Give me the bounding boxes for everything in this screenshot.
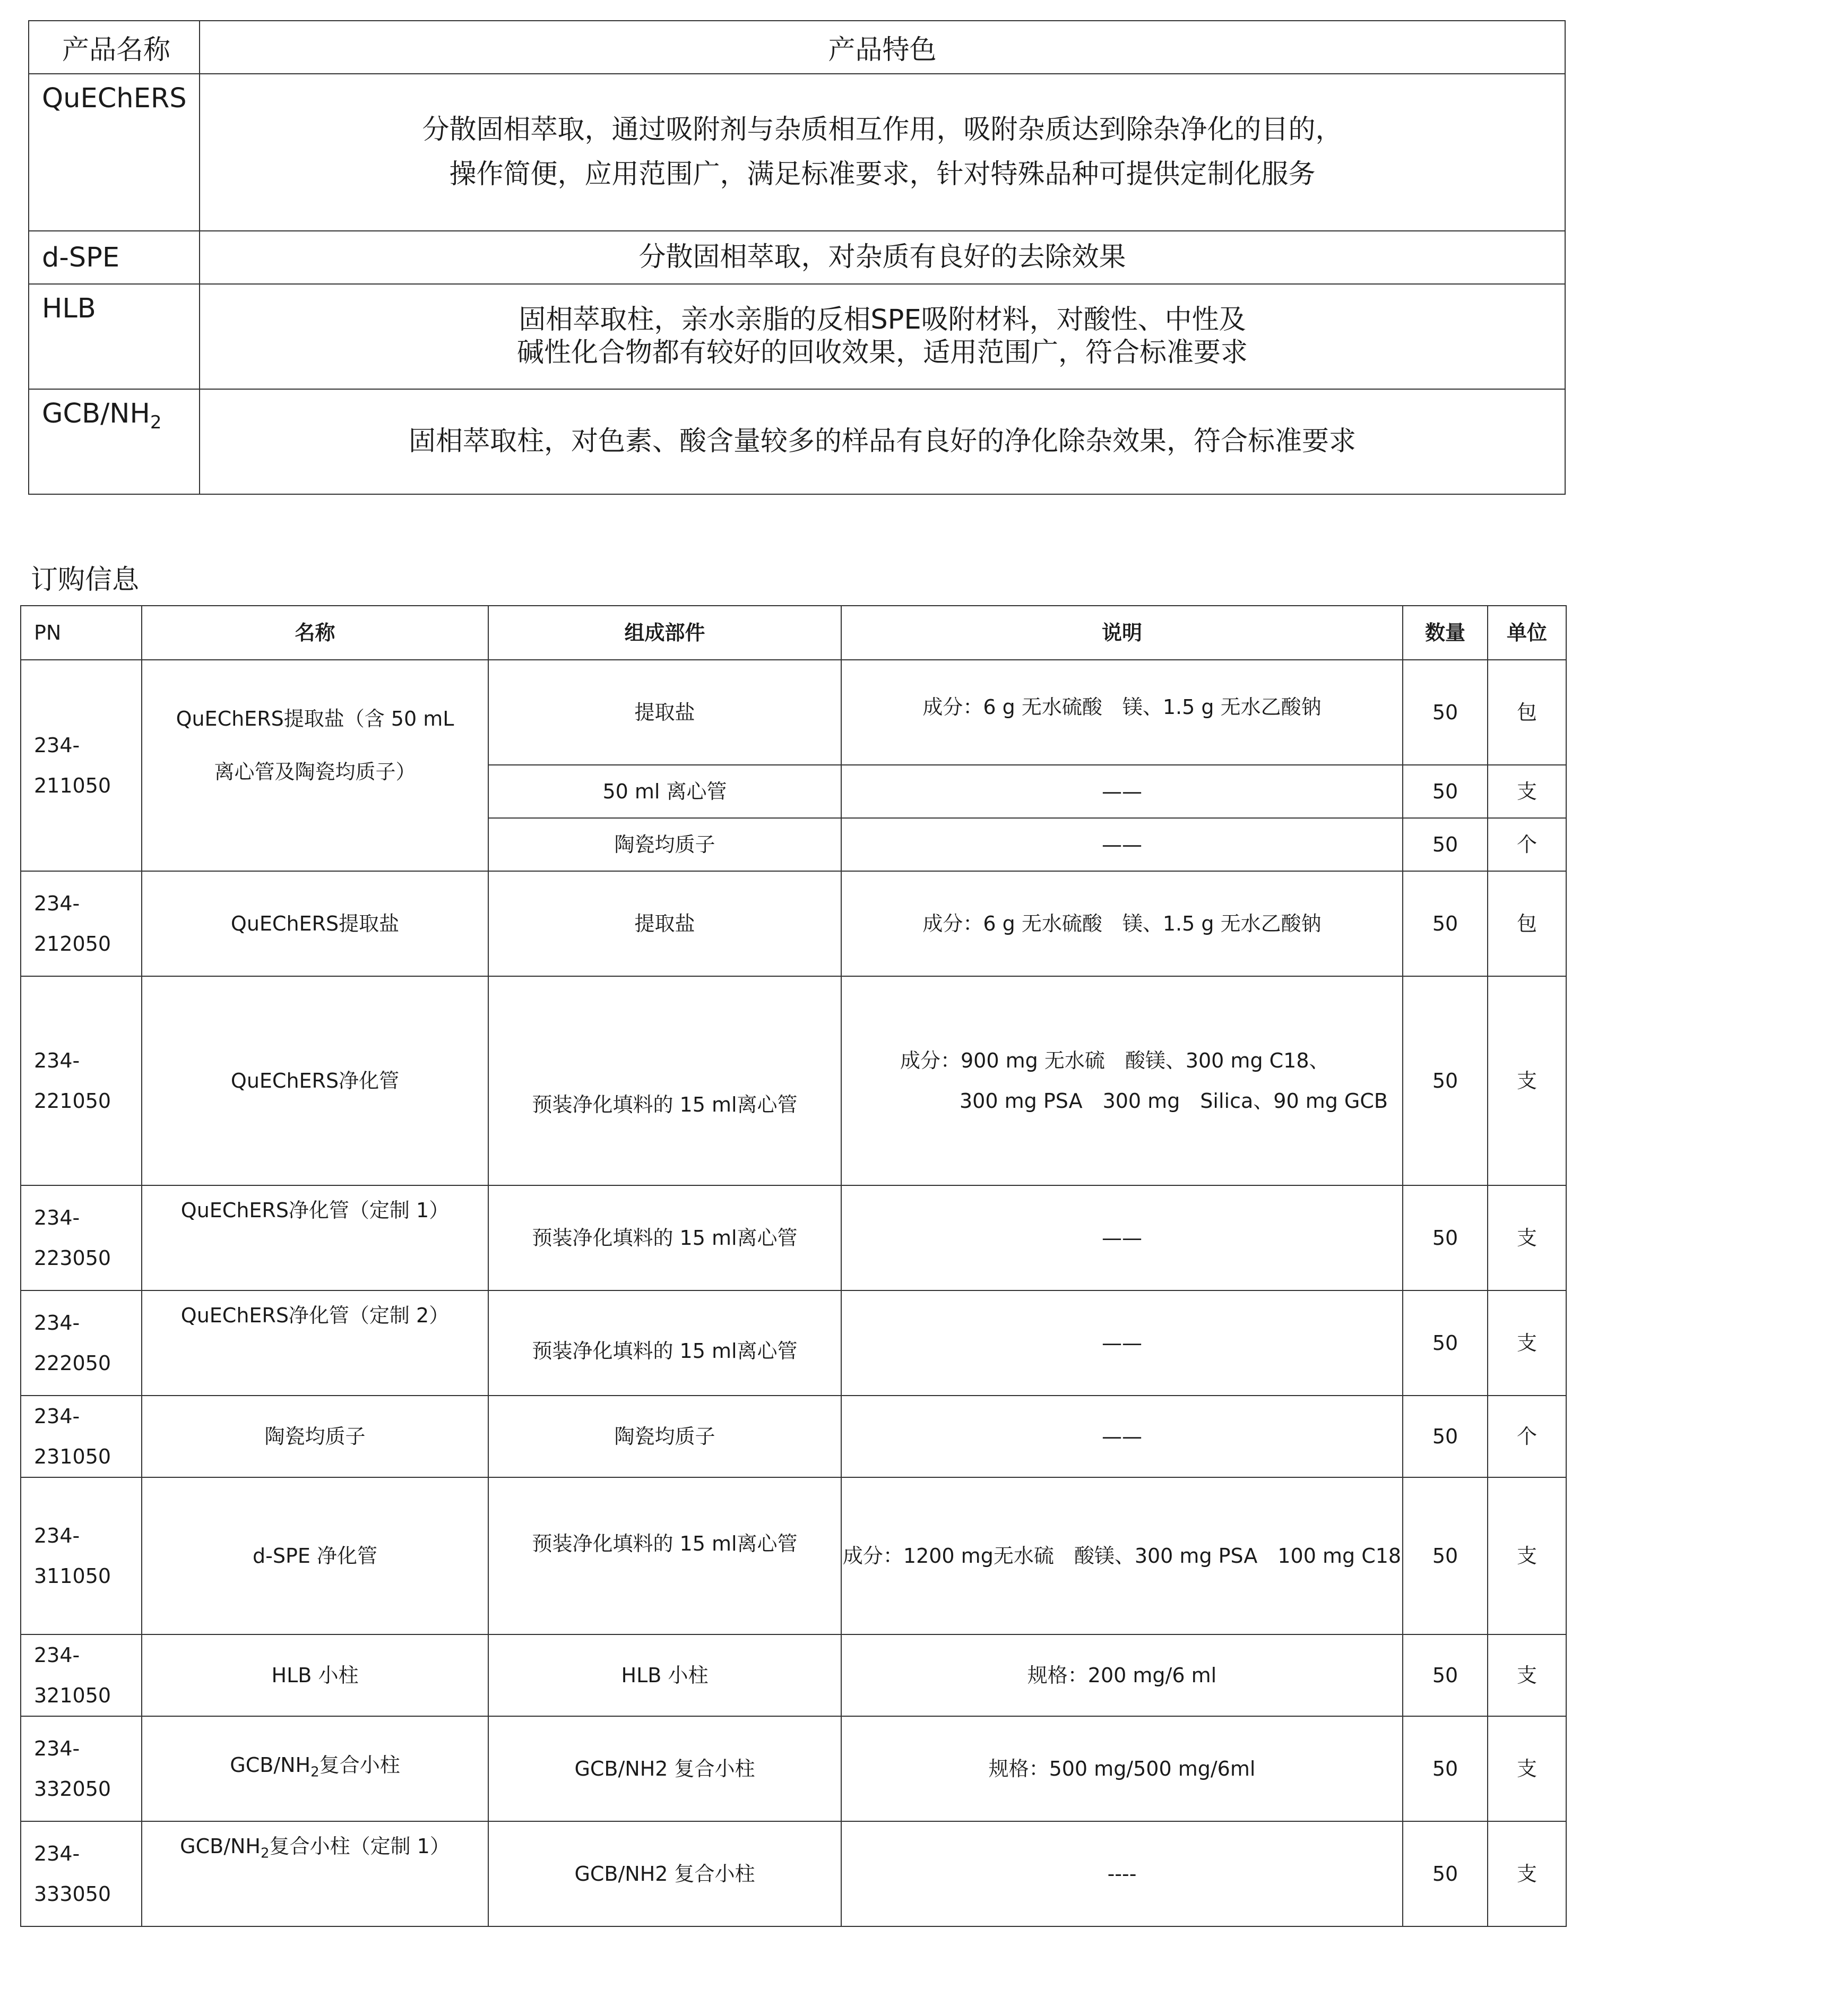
table-row — [21, 1185, 1566, 1290]
quantity-cell: 50 — [1403, 765, 1488, 818]
product-description: 分散固相萃取，对杂质有良好的去除效果 — [200, 231, 1565, 284]
name-cell — [142, 1821, 488, 1926]
quantity-cell: 50 — [1403, 1634, 1488, 1716]
parts-cell: 50 ml 离心管 — [488, 765, 841, 818]
table-row — [21, 660, 1566, 765]
name-cell: QuEChERS净化管（定制 2） — [142, 1290, 488, 1396]
unit-cell: 支 — [1488, 1477, 1566, 1634]
pn-cell: 234-231050 — [21, 1396, 142, 1477]
pn-cell: 234-311050 — [21, 1477, 142, 1634]
name-subscript: 2 — [310, 1764, 319, 1780]
parts-cell: GCB/NH2 复合小柱 — [488, 1716, 841, 1821]
quantity-cell: 50 — [1403, 1185, 1488, 1290]
name-line: QuEChERS提取盐（含 50 mL — [176, 707, 454, 730]
name-tail: 复合小柱 — [319, 1753, 400, 1777]
name-cell — [142, 660, 488, 871]
description-cell: 成分：6 g 无水硫酸 镁、1.5 g 无水乙酸钠 — [841, 871, 1403, 976]
ordering-table — [20, 605, 1567, 1927]
product-name: QuEChERS — [29, 74, 200, 231]
ordering-info-title: 订购信息 — [31, 564, 140, 596]
features-header-row — [29, 21, 1565, 74]
parts-cell: GCB/NH2 复合小柱 — [488, 1821, 841, 1926]
description-cell: 规格：200 mg/6 ml — [841, 1634, 1403, 1716]
pn-cell: 234-211050 — [21, 660, 142, 871]
name-cell: QuEChERS提取盐 — [142, 871, 488, 976]
description-cell — [841, 976, 1403, 1185]
product-name-subscript: 2 — [150, 412, 162, 434]
name-cell: 陶瓷均质子 — [142, 1396, 488, 1477]
pn-cell: 234-222050 — [21, 1290, 142, 1396]
description-line: 成分：900 mg 无水硫 酸镁、300 mg C18、 — [900, 1049, 1329, 1072]
description-cell: 规格：500 mg/500 mg/6ml — [841, 1716, 1403, 1821]
description-cell: —— — [841, 765, 1403, 818]
parts-cell: 预装净化填料的 15 ml离心管 — [488, 1185, 841, 1290]
name-cell: HLB 小柱 — [142, 1634, 488, 1716]
product-name: d-SPE — [29, 231, 200, 284]
parts-cell: 提取盐 — [488, 660, 841, 765]
quantity-cell: 50 — [1403, 976, 1488, 1185]
product-name: HLB — [29, 284, 200, 389]
name-tail: 复合小柱（定制 1） — [269, 1835, 450, 1858]
parts-cell: 提取盐 — [488, 871, 841, 976]
unit-cell: 支 — [1488, 1821, 1566, 1926]
table-row — [21, 1716, 1566, 1821]
feature-row — [29, 74, 1565, 231]
parts-cell: 陶瓷均质子 — [488, 818, 841, 871]
description-cell: —— — [841, 818, 1403, 871]
unit-cell: 个 — [1488, 818, 1566, 871]
quantity-cell: 50 — [1403, 1821, 1488, 1926]
quantity-cell: 50 — [1403, 1396, 1488, 1477]
unit-cell: 支 — [1488, 1634, 1566, 1716]
name-subscript: 2 — [261, 1845, 270, 1862]
name-cell: QuEChERS净化管 — [142, 976, 488, 1185]
table-row — [21, 1477, 1566, 1634]
description-cell: ---- — [841, 1821, 1403, 1926]
table-row — [21, 976, 1566, 1185]
header-pn: PN — [21, 606, 142, 660]
header-name: 名称 — [142, 606, 488, 660]
description-line: 固相萃取柱，亲水亲脂的反相SPE吸附材料，对酸性、中性及 — [519, 304, 1246, 335]
product-name-main: GCB/NH — [42, 398, 150, 429]
product-name — [29, 389, 200, 494]
name-main: GCB/NH — [180, 1835, 261, 1858]
product-description — [200, 284, 1565, 389]
unit-cell: 包 — [1488, 871, 1566, 976]
description-line: 碱性化合物都有较好的回收效果，适用范围广，符合标准要求 — [516, 337, 1248, 368]
header-product-name: 产品名称 — [29, 21, 200, 74]
pn-cell: 234-333050 — [21, 1821, 142, 1926]
quantity-cell: 50 — [1403, 660, 1488, 765]
description-cell: 成分：1200 mg无水硫 酸镁、300 mg PSA 100 mg C18 — [841, 1477, 1403, 1634]
name-cell: QuEChERS净化管（定制 1） — [142, 1185, 488, 1290]
unit-cell: 支 — [1488, 1716, 1566, 1821]
parts-cell: 预装净化填料的 15 ml离心管 — [488, 1477, 841, 1634]
pn-cell: 234-321050 — [21, 1634, 142, 1716]
unit-cell: 支 — [1488, 765, 1566, 818]
pn-cell: 234-223050 — [21, 1185, 142, 1290]
pn-cell: 234-212050 — [21, 871, 142, 976]
pn-cell: 234-221050 — [21, 976, 142, 1185]
product-features-table — [28, 20, 1566, 495]
unit-cell: 个 — [1488, 1396, 1566, 1477]
order-header-row — [21, 606, 1566, 660]
parts-cell: 预装净化填料的 15 ml离心管 — [488, 1290, 841, 1396]
quantity-cell: 50 — [1403, 1290, 1488, 1396]
name-line: 离心管及陶瓷均质子） — [214, 760, 416, 784]
pn-cell: 234-332050 — [21, 1716, 142, 1821]
table-row — [21, 871, 1566, 976]
quantity-cell: 50 — [1403, 818, 1488, 871]
name-cell: d-SPE 净化管 — [142, 1477, 488, 1634]
header-quantity: 数量 — [1403, 606, 1488, 660]
product-description: 固相萃取柱，对色素、酸含量较多的样品有良好的净化除杂效果，符合标准要求 — [200, 389, 1565, 494]
header-parts: 组成部件 — [488, 606, 841, 660]
table-row — [21, 1821, 1566, 1926]
description-cell: —— — [841, 1396, 1403, 1477]
feature-row — [29, 389, 1565, 494]
feature-row — [29, 231, 1565, 284]
table-row — [21, 1634, 1566, 1716]
quantity-cell: 50 — [1403, 871, 1488, 976]
description-cell: 成分：6 g 无水硫酸 镁、1.5 g 无水乙酸钠 — [841, 660, 1403, 765]
description-line: 操作简便，应用范围广，满足标准要求，针对特殊品种可提供定制化服务 — [449, 159, 1316, 190]
parts-cell: HLB 小柱 — [488, 1634, 841, 1716]
table-row — [21, 1290, 1566, 1396]
unit-cell: 支 — [1488, 1185, 1566, 1290]
product-description — [200, 74, 1565, 231]
description-cell: —— — [841, 1290, 1403, 1396]
header-description: 说明 — [841, 606, 1403, 660]
header-product-features: 产品特色 — [200, 21, 1565, 74]
quantity-cell: 50 — [1403, 1716, 1488, 1821]
name-cell — [142, 1716, 488, 1821]
description-line: 300 mg PSA 300 mg Silica、90 mg GCB — [960, 1089, 1388, 1113]
parts-cell: 预装净化填料的 15 ml离心管 — [488, 976, 841, 1185]
feature-row — [29, 284, 1565, 389]
unit-cell: 包 — [1488, 660, 1566, 765]
unit-cell: 支 — [1488, 1290, 1566, 1396]
table-row — [21, 1396, 1566, 1477]
description-line: 分散固相萃取，通过吸附剂与杂质相互作用，吸附杂质达到除杂净化的目的， — [422, 114, 1343, 145]
unit-cell: 支 — [1488, 976, 1566, 1185]
parts-cell: 陶瓷均质子 — [488, 1396, 841, 1477]
description-cell: —— — [841, 1185, 1403, 1290]
header-unit: 单位 — [1488, 606, 1566, 660]
quantity-cell: 50 — [1403, 1477, 1488, 1634]
name-main: GCB/NH — [230, 1753, 311, 1777]
